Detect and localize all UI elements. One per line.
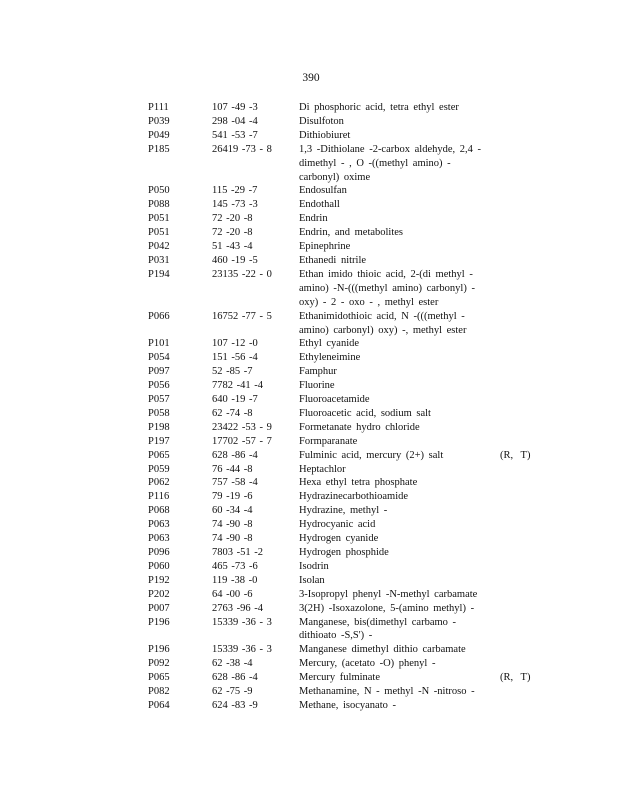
cas-number: 757 -58 -4 bbox=[212, 477, 258, 489]
list-item bbox=[148, 616, 588, 644]
list-item bbox=[148, 643, 588, 657]
substance-name-line: Hydrazinecarbothioamide bbox=[299, 491, 409, 503]
cas-number: 7782 -41 -4 bbox=[212, 380, 263, 392]
cas-number: 62 -74 -8 bbox=[212, 407, 253, 419]
substance-name bbox=[299, 602, 489, 616]
substance-name bbox=[299, 115, 489, 129]
list-item bbox=[148, 435, 588, 449]
waste-code: P196 bbox=[148, 616, 170, 628]
cas-number: 51 -43 -4 bbox=[212, 241, 253, 253]
list-item bbox=[148, 184, 588, 198]
substance-name-line: Endrin, and metabolites bbox=[299, 227, 404, 239]
list-item bbox=[148, 546, 588, 560]
list-item bbox=[148, 337, 588, 351]
list-item bbox=[148, 101, 588, 115]
substance-name bbox=[299, 268, 489, 310]
list-item bbox=[148, 198, 588, 212]
list-item bbox=[148, 421, 588, 435]
waste-code: P066 bbox=[148, 310, 170, 322]
substance-name bbox=[299, 129, 489, 143]
waste-code: P060 bbox=[148, 560, 170, 572]
list-item bbox=[148, 240, 588, 254]
cas-number: 16752 -77 - 5 bbox=[212, 310, 272, 322]
substance-name bbox=[299, 407, 489, 421]
list-item bbox=[148, 129, 588, 143]
substance-name-line: Hydrogen cyanide bbox=[299, 533, 379, 545]
cas-number: 624 -83 -9 bbox=[212, 699, 258, 711]
waste-code: P111 bbox=[148, 102, 169, 113]
substance-name bbox=[299, 560, 489, 574]
cas-number: 107 -12 -0 bbox=[212, 338, 258, 350]
waste-code: P062 bbox=[148, 477, 170, 489]
cas-number: 628 -86 -4 bbox=[212, 672, 258, 684]
list-item bbox=[148, 532, 588, 546]
substance-name-line: Di phosphoric acid, tetra ethyl ester bbox=[299, 102, 459, 113]
substance-name-line: Hydrazine, methyl - bbox=[299, 505, 388, 517]
substance-name-line: Methanamine, N - methyl -N -nitroso - bbox=[299, 686, 475, 698]
list-item bbox=[148, 671, 588, 685]
substance-name bbox=[299, 212, 489, 226]
list-item bbox=[148, 602, 588, 616]
waste-code: P101 bbox=[148, 338, 170, 350]
substance-name-line: Disulfoton bbox=[299, 115, 344, 127]
substance-name-line: Fluoroacetic acid, sodium salt bbox=[299, 407, 431, 419]
cas-number: 72 -20 -8 bbox=[212, 213, 253, 225]
substance-name bbox=[299, 351, 489, 365]
waste-code: P065 bbox=[148, 449, 170, 461]
waste-code: P092 bbox=[148, 658, 170, 670]
hazard-code: (R, T) bbox=[500, 672, 531, 684]
list-item bbox=[148, 365, 588, 379]
substance-name-line: Famphur bbox=[299, 366, 337, 378]
waste-code: P039 bbox=[148, 115, 170, 127]
substance-name-line: Hexa ethyl tetra phosphate bbox=[299, 477, 418, 489]
substance-name bbox=[299, 463, 489, 477]
cas-number: 7803 -51 -2 bbox=[212, 547, 263, 558]
list-item bbox=[148, 449, 588, 463]
substance-name bbox=[299, 337, 489, 351]
substance-name-line: dithioato -S,S') - bbox=[299, 630, 373, 642]
substance-name bbox=[299, 546, 489, 560]
substance-name-line: Ethyleneimine bbox=[299, 352, 361, 364]
cas-number: 640 -19 -7 bbox=[212, 394, 258, 406]
substance-name bbox=[299, 421, 489, 435]
substance-name bbox=[299, 532, 489, 546]
list-item bbox=[148, 476, 588, 490]
substance-name-line: Fulminic acid, mercury (2+) salt bbox=[299, 449, 444, 461]
waste-code: P058 bbox=[148, 407, 170, 419]
substance-name bbox=[299, 643, 489, 657]
substance-name-line: Isolan bbox=[299, 574, 325, 586]
list-item bbox=[148, 463, 588, 477]
substance-name-line: amino) carbonyl) oxy) -, methyl ester bbox=[299, 324, 467, 336]
waste-code: P057 bbox=[148, 394, 170, 406]
substance-name bbox=[299, 184, 489, 198]
substance-name-line: Dithiobiuret bbox=[299, 129, 351, 141]
waste-code: P059 bbox=[148, 463, 170, 475]
waste-code: P097 bbox=[148, 366, 170, 378]
cas-number: 79 -19 -6 bbox=[212, 491, 253, 503]
substance-name bbox=[299, 671, 489, 685]
waste-code: P185 bbox=[148, 143, 170, 155]
cas-number: 23135 -22 - 0 bbox=[212, 268, 272, 280]
cas-number: 15339 -36 - 3 bbox=[212, 644, 272, 656]
substance-name-line: Manganese dimethyl dithio carbamate bbox=[299, 644, 466, 656]
substance-name-line: Endosulfan bbox=[299, 185, 347, 197]
hazardous-waste-list bbox=[148, 101, 588, 713]
substance-name bbox=[299, 198, 489, 212]
substance-name-line: Ethanimidothioic acid, N -(((methyl - bbox=[299, 310, 465, 322]
cas-number: 52 -85 -7 bbox=[212, 366, 253, 378]
waste-code: P063 bbox=[148, 519, 170, 531]
list-item bbox=[148, 657, 588, 671]
list-item bbox=[148, 560, 588, 574]
substance-name bbox=[299, 101, 489, 115]
cas-number: 145 -73 -3 bbox=[212, 199, 258, 211]
cas-number: 72 -20 -8 bbox=[212, 227, 253, 239]
substance-name-line: Formetanate hydro chloride bbox=[299, 421, 420, 433]
list-item bbox=[148, 490, 588, 504]
list-item bbox=[148, 685, 588, 699]
list-item bbox=[148, 699, 588, 713]
substance-name bbox=[299, 490, 489, 504]
waste-code: P007 bbox=[148, 602, 170, 614]
waste-code: P063 bbox=[148, 533, 170, 545]
waste-code: P196 bbox=[148, 644, 170, 656]
substance-name-line: carbonyl) oxime bbox=[299, 171, 371, 183]
substance-name bbox=[299, 435, 489, 449]
cas-number: 115 -29 -7 bbox=[212, 185, 258, 197]
substance-name bbox=[299, 240, 489, 254]
substance-name-line: Fluorine bbox=[299, 380, 335, 392]
substance-name-line: 3-Isopropyl phenyl -N-methyl carbamate bbox=[299, 588, 478, 600]
waste-code: P056 bbox=[148, 380, 170, 392]
substance-name bbox=[299, 143, 489, 185]
substance-name-line: dimethyl - , O -((methyl amino) - bbox=[299, 157, 451, 169]
substance-name-line: Endrin bbox=[299, 213, 328, 225]
list-item bbox=[148, 504, 588, 518]
waste-code: P031 bbox=[148, 254, 170, 266]
cas-number: 465 -73 -6 bbox=[212, 560, 258, 572]
cas-number: 107 -49 -3 bbox=[212, 102, 258, 113]
cas-number: 60 -34 -4 bbox=[212, 505, 253, 517]
substance-name bbox=[299, 574, 489, 588]
substance-name-line: Ethan imido thioic acid, 2-(di methyl - bbox=[299, 268, 473, 280]
list-item bbox=[148, 574, 588, 588]
cas-number: 62 -38 -4 bbox=[212, 658, 253, 670]
cas-number: 460 -19 -5 bbox=[212, 254, 258, 266]
cas-number: 151 -56 -4 bbox=[212, 352, 258, 364]
list-item bbox=[148, 407, 588, 421]
cas-number: 64 -00 -6 bbox=[212, 588, 253, 600]
substance-name-line: 3(2H) -Isoxazolone, 5-(amino methyl) - bbox=[299, 602, 475, 614]
list-item bbox=[148, 254, 588, 268]
waste-code: P051 bbox=[148, 213, 170, 225]
waste-code: P065 bbox=[148, 672, 170, 684]
substance-name bbox=[299, 685, 489, 699]
list-item bbox=[148, 518, 588, 532]
substance-name-line: Hydrocyanic acid bbox=[299, 519, 376, 531]
waste-code: P116 bbox=[148, 491, 170, 503]
substance-name-line: Mercury fulminate bbox=[299, 672, 381, 684]
list-item bbox=[148, 588, 588, 602]
waste-code: P096 bbox=[148, 547, 170, 558]
substance-name-line: Endothall bbox=[299, 199, 340, 211]
substance-name-line: Isodrin bbox=[299, 560, 329, 572]
cas-number: 541 -53 -7 bbox=[212, 129, 258, 141]
substance-name-line: Epinephrine bbox=[299, 241, 351, 253]
waste-code: P054 bbox=[148, 352, 170, 364]
substance-name bbox=[299, 365, 489, 379]
cas-number: 62 -75 -9 bbox=[212, 686, 253, 698]
substance-name bbox=[299, 699, 489, 713]
substance-name-line: Ethanedi nitrile bbox=[299, 254, 367, 266]
substance-name-line: oxy) - 2 - oxo - , methyl ester bbox=[299, 296, 439, 308]
substance-name-line: Fluoroacetamide bbox=[299, 394, 370, 406]
substance-name bbox=[299, 393, 489, 407]
cas-number: 74 -90 -8 bbox=[212, 533, 253, 545]
list-item bbox=[148, 379, 588, 393]
hazard-code: (R, T) bbox=[500, 449, 531, 461]
substance-name-line: 1,3 -Dithiolane -2-carbox aldehyde, 2,4 - bbox=[299, 143, 482, 155]
substance-name bbox=[299, 504, 489, 518]
cas-number: 17702 -57 - 7 bbox=[212, 435, 272, 447]
list-item bbox=[148, 351, 588, 365]
list-item bbox=[148, 143, 588, 185]
cas-number: 15339 -36 - 3 bbox=[212, 616, 272, 628]
list-item bbox=[148, 212, 588, 226]
cas-number: 23422 -53 - 9 bbox=[212, 421, 272, 433]
list-item bbox=[148, 115, 588, 129]
waste-code: P068 bbox=[148, 505, 170, 517]
substance-name bbox=[299, 657, 489, 671]
waste-code: P202 bbox=[148, 588, 170, 600]
cas-number: 2763 -96 -4 bbox=[212, 602, 263, 614]
waste-code: P064 bbox=[148, 699, 170, 711]
cas-number: 119 -38 -0 bbox=[212, 574, 258, 586]
waste-code: P088 bbox=[148, 199, 170, 211]
page-number: 390 bbox=[302, 72, 320, 84]
substance-name bbox=[299, 254, 489, 268]
waste-code: P194 bbox=[148, 268, 170, 280]
cas-number: 76 -44 -8 bbox=[212, 463, 253, 475]
substance-name bbox=[299, 588, 489, 602]
cas-number: 298 -04 -4 bbox=[212, 115, 258, 127]
substance-name-line: Hydrogen phosphide bbox=[299, 547, 389, 558]
list-item bbox=[148, 393, 588, 407]
substance-name-line: Methane, isocyanato - bbox=[299, 699, 397, 711]
substance-name bbox=[299, 379, 489, 393]
list-item bbox=[148, 268, 588, 310]
waste-code: P049 bbox=[148, 129, 170, 141]
cas-number: 26419 -73 - 8 bbox=[212, 143, 272, 155]
substance-name-line: Manganese, bis(dimethyl carbamo - bbox=[299, 616, 457, 628]
waste-code: P042 bbox=[148, 241, 170, 253]
list-item bbox=[148, 226, 588, 240]
substance-name-line: Ethyl cyanide bbox=[299, 338, 360, 350]
waste-code: P197 bbox=[148, 435, 170, 447]
substance-name bbox=[299, 226, 489, 240]
substance-name-line: Heptachlor bbox=[299, 463, 346, 475]
waste-code: P051 bbox=[148, 227, 170, 239]
substance-name bbox=[299, 449, 489, 463]
waste-code: P198 bbox=[148, 421, 170, 433]
cas-number: 74 -90 -8 bbox=[212, 519, 253, 531]
cas-number: 628 -86 -4 bbox=[212, 449, 258, 461]
substance-name bbox=[299, 616, 489, 644]
waste-code: P050 bbox=[148, 185, 170, 197]
substance-name-line: amino) -N-(((methyl amino) carbonyl) - bbox=[299, 282, 475, 294]
substance-name bbox=[299, 310, 489, 338]
list-item bbox=[148, 310, 588, 338]
waste-code: P192 bbox=[148, 574, 170, 586]
substance-name bbox=[299, 476, 489, 490]
substance-name-line: Formparanate bbox=[299, 435, 358, 447]
substance-name-line: Mercury, (acetato -O) phenyl - bbox=[299, 658, 436, 670]
waste-code: P082 bbox=[148, 686, 170, 698]
substance-name bbox=[299, 518, 489, 532]
